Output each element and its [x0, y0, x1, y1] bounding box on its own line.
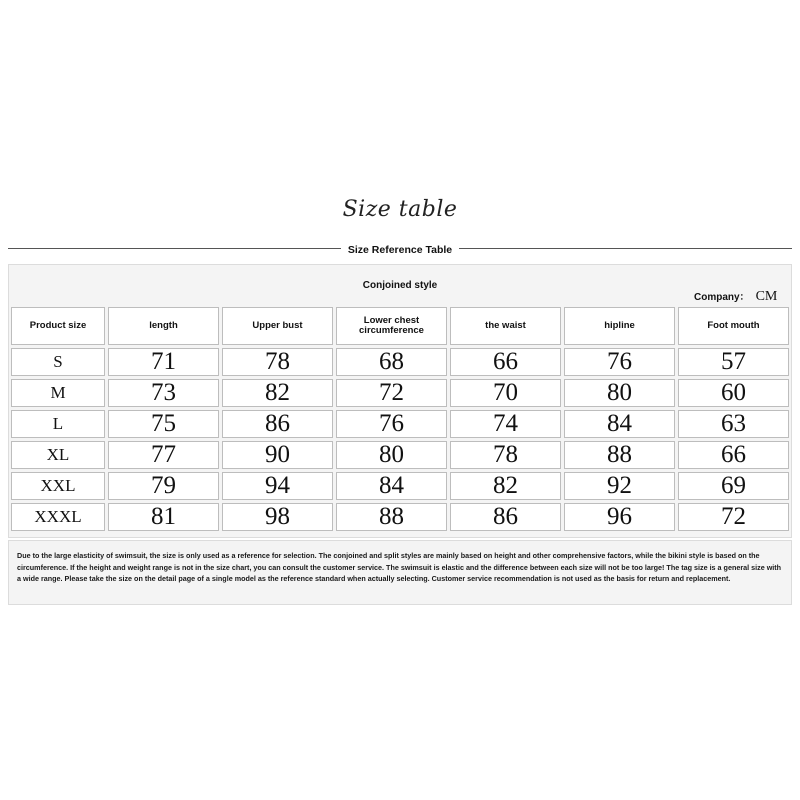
table-cell: 88	[336, 503, 447, 531]
table-row	[11, 410, 789, 438]
table-cell: 96	[564, 503, 675, 531]
style-label: Conjoined style	[362, 280, 438, 291]
table-cell: 88	[564, 441, 675, 469]
table-cell: 77	[108, 441, 219, 469]
table-cell: 98	[222, 503, 333, 531]
table-cell: 60	[678, 379, 789, 407]
table-cell: 74	[450, 410, 561, 438]
table-cell: 92	[564, 472, 675, 500]
table-row	[11, 441, 789, 469]
size-cell: S	[11, 348, 105, 376]
table-cell: 78	[222, 348, 333, 376]
size-cell: XXL	[11, 472, 105, 500]
table-cell: 79	[108, 472, 219, 500]
subtitle-wrapper	[0, 240, 800, 258]
table-cell: 82	[222, 379, 333, 407]
column-header: the waist	[450, 307, 561, 345]
size-cell: XXXL	[11, 503, 105, 531]
table-cell: 78	[450, 441, 561, 469]
column-header: hipline	[564, 307, 675, 345]
table-row	[11, 503, 789, 531]
table-cell: 90	[222, 441, 333, 469]
column-header: length	[108, 307, 219, 345]
table-cell: 94	[222, 472, 333, 500]
table-cell: 76	[564, 348, 675, 376]
table-cell: 80	[336, 441, 447, 469]
table-cell: 86	[222, 410, 333, 438]
size-cell: M	[11, 379, 105, 407]
column-header: Foot mouth	[678, 307, 789, 345]
table-cell: 76	[336, 410, 447, 438]
column-header: Upper bust	[222, 307, 333, 345]
table-cell: 86	[450, 503, 561, 531]
script-title: Size table	[342, 197, 458, 222]
column-header: Lower chest circumference	[336, 307, 447, 345]
table-row	[11, 348, 789, 376]
header-row	[11, 307, 789, 345]
table-cell: 82	[450, 472, 561, 500]
table-cell: 66	[450, 348, 561, 376]
subtitle: Size Reference Table	[341, 244, 459, 256]
note-panel	[8, 540, 792, 605]
size-cell: L	[11, 410, 105, 438]
column-header: Product size	[11, 307, 105, 345]
table-cell: 73	[108, 379, 219, 407]
table-cell: 81	[108, 503, 219, 531]
size-note: Due to the large elasticity of swimsuit, the size is only used as a reference for selection. The conjoined and split styles are mainly based on height and other comprehensive factors, while the bikini style is based on the circumference. If the height and weight range is not in the size chart, you can consult the customer service. The swimsuit is elastic and the difference between each size will not be too large! The tag size is a general size with a wide range. Please take the size on the detail page of a single model as the reference standard when actually selecting. Customer service recommendation is not used as the basis for return and replacement.	[17, 551, 782, 583]
table-cell: 84	[336, 472, 447, 500]
size-table	[8, 304, 792, 534]
table-cell: 63	[678, 410, 789, 438]
company-unit-label	[694, 288, 777, 305]
table-cell: 71	[108, 348, 219, 376]
table-cell: 70	[450, 379, 561, 407]
table-row	[11, 472, 789, 500]
table-cell: 68	[336, 348, 447, 376]
table-cell: 80	[564, 379, 675, 407]
company-label: Company：	[694, 292, 750, 303]
table-cell: 69	[678, 472, 789, 500]
unit-value: CM	[755, 289, 778, 304]
table-cell: 66	[678, 441, 789, 469]
table-cell: 72	[336, 379, 447, 407]
table-cell: 75	[108, 410, 219, 438]
table-cell: 57	[678, 348, 789, 376]
table-cell: 72	[678, 503, 789, 531]
table-cell: 84	[564, 410, 675, 438]
table-row	[11, 379, 789, 407]
size-cell: XL	[11, 441, 105, 469]
